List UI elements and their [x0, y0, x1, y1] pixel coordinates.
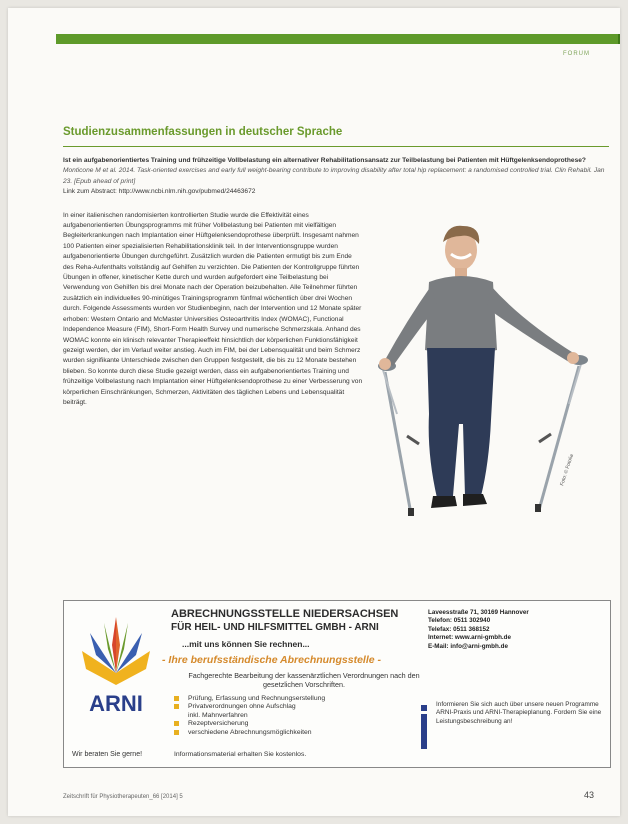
right-crutch [535, 355, 588, 512]
service-label: verschiedene Abrechnungsmöglichkeiten [188, 728, 312, 736]
article-lead-question: Ist ein aufgabenorientiertes Training und frühzeitige Vollbelastung ein alternativer Rehabilitationsansatz zur Teilbelastung bei Patienten mit Hüftgelenksendoprothese? [63, 157, 586, 164]
magazine-page [8, 8, 620, 816]
list-item [174, 729, 325, 737]
top-bar-stub [618, 34, 620, 44]
bullet-square-icon [174, 730, 179, 735]
page-number: 43 [583, 790, 594, 800]
person [379, 226, 579, 508]
section-tag: FORUM [563, 51, 590, 57]
ad-intro: Fachgerechte Bearbeitung der kassenärztlichen Verordnungen nach den gesetzlichen Vorschriften. [188, 671, 420, 689]
footer-journal: Zeitschrift für Physiotherapeuten_66 [2014] 5 [63, 794, 183, 800]
list-item [174, 703, 325, 711]
ad-web[interactable]: Internet: www.arni-gmbh.de [428, 634, 512, 642]
ad-fax: Telefax: 0511 368152 [428, 625, 490, 633]
list-item [174, 695, 325, 703]
ad-slogan: Wir beraten Sie gerne! [72, 751, 143, 758]
bullet-square-icon [174, 696, 179, 701]
arni-logo [68, 611, 164, 731]
ad-contact-block [428, 609, 529, 651]
page-title: Studienzusammenfassungen in deutscher Sprache [63, 126, 343, 138]
left-crutch [378, 361, 419, 516]
photo-caption: Foto: © Fotolia [559, 453, 576, 487]
ad-tagline: ...mit uns können Sie rechnen... [182, 639, 310, 649]
bullet-square-icon [174, 721, 179, 726]
title-rule [63, 146, 609, 147]
list-item [174, 720, 325, 728]
article-body-text: In einer italienischen randomisierten kontrollierten Studie wurde die Effektivität eines aufgabenorientierten Übungsprogramms mit früher Vollbelastung bei Patienten mit vielfältigen Begleiterkrankungen nach Implantation einer Hüftgelenksendoprothese überprüft. Insgesamt nahmen 100 Patienten einer spezialisierten Rehabilitationsklinik teil. In der Interventionsgruppe wurden aufgabenorientierte Übungen durchgeführt. Zusätzlich wurden die Patienten ermutigt bis zum Ende des Reha-Aufenthalts vollständig auf Gehilfen zu verzichten. Die Patienten der Kontrollgruppe führten Übungen in offener, kinetischer Kette durch und wurden aufgefordert eine Teilbelastung bei Verwendung von Gehilfen bis drei Monate nach der Operation beizubehalten. Alle Teilnehmer führten zusätzlich ein individuelles 90-minütiges Trainingsprogramm fünfmal wöchentlich über drei Wochen durch. Folgende Assessments wurden vor Studienbeginn, nach der Intervention und 12 Monate später erhoben: Western Ontario and McMaster Universities Osteoarthritis Index (WOMAC), Functional Independence Measure (FIM), Short-Form Health Survey und numerische Schmerzskala. Anhand des WOMAC konnte ein klinisch relevanter Therapieeffekt hinsichtlich der körperlichen Funktionsfähigkeit gezeigt werden, der im Verlauf weiter anstieg. Auch im FIM, bei der Lebensqualität und beim Schmerz wurden signifikante Unterschiede zwischen den Gruppen festgestellt, die bis zu 12 Monate bestehen blieben. So konnte durch diese Studie gezeigt werden, dass ein aufgabenorientiertes Training und frühzeitige Vollbelastung nach Implantation einer Hüftgelenksendoprothese zu einer Verbesserung von körperlichen Einschränkungen, Schmerzen, Aktivitäten des täglichen Lebens und Lebensqualität beiträgt. [63, 211, 363, 406]
abstract-link[interactable]: Link zum Abstract: http://www.ncbi.nlm.nih.gov/pubmed/24463672 [63, 188, 256, 196]
ad-address: Laveesstraße 71, 30169 Hannover [428, 609, 529, 616]
ad-info-block: Informieren Sie sich auch über unsere neuen Programme ARNI-Praxis und ARNI-Therapieplanung. Fordern Sie eine Leistungsbeschreibung an! [436, 701, 602, 725]
ad-banner: - Ihre berufsständische Abrechnungsstelle - [162, 654, 381, 666]
service-label: Prüfung, Erfassung und Rechnungserstellung [188, 695, 326, 702]
top-color-bar [56, 34, 620, 44]
list-item [174, 712, 325, 720]
info-icon [420, 705, 428, 749]
book-icon [82, 617, 150, 685]
ad-phone: Telefon: 0511 302940 [428, 617, 491, 625]
service-label: Privatverordnungen ohne Aufschlag [188, 703, 296, 711]
arni-logo-text: ARNI [89, 691, 143, 716]
ad-note: Informationsmaterial erhalten Sie kostenlos. [174, 751, 307, 758]
ad-email[interactable]: E-Mail: info@arni-gmbh.de [428, 642, 508, 650]
ad-services-list [174, 695, 325, 737]
ad-title-line2: FÜR HEIL- UND HILFSMITTEL GMBH - ARNI [171, 622, 379, 633]
photo-man-with-crutches [363, 224, 598, 524]
article-citation: Monticone M et al. 2014. Task-oriented exercises and early full weight-bearing contribute to improving disability after total hip replacement: a randomised controlled trial. Clin Rehabil. Jan 23. [Epub ahead of print] [63, 167, 605, 185]
arni-advertisement [63, 600, 611, 768]
ad-title-line1: ABRECHNUNGSSTELLE NIEDERSACHSEN [171, 608, 399, 620]
service-label: Rezeptversicherung [188, 720, 249, 728]
bullet-square-icon [174, 704, 179, 709]
service-label: inkl. Mahnverfahren [188, 711, 248, 719]
